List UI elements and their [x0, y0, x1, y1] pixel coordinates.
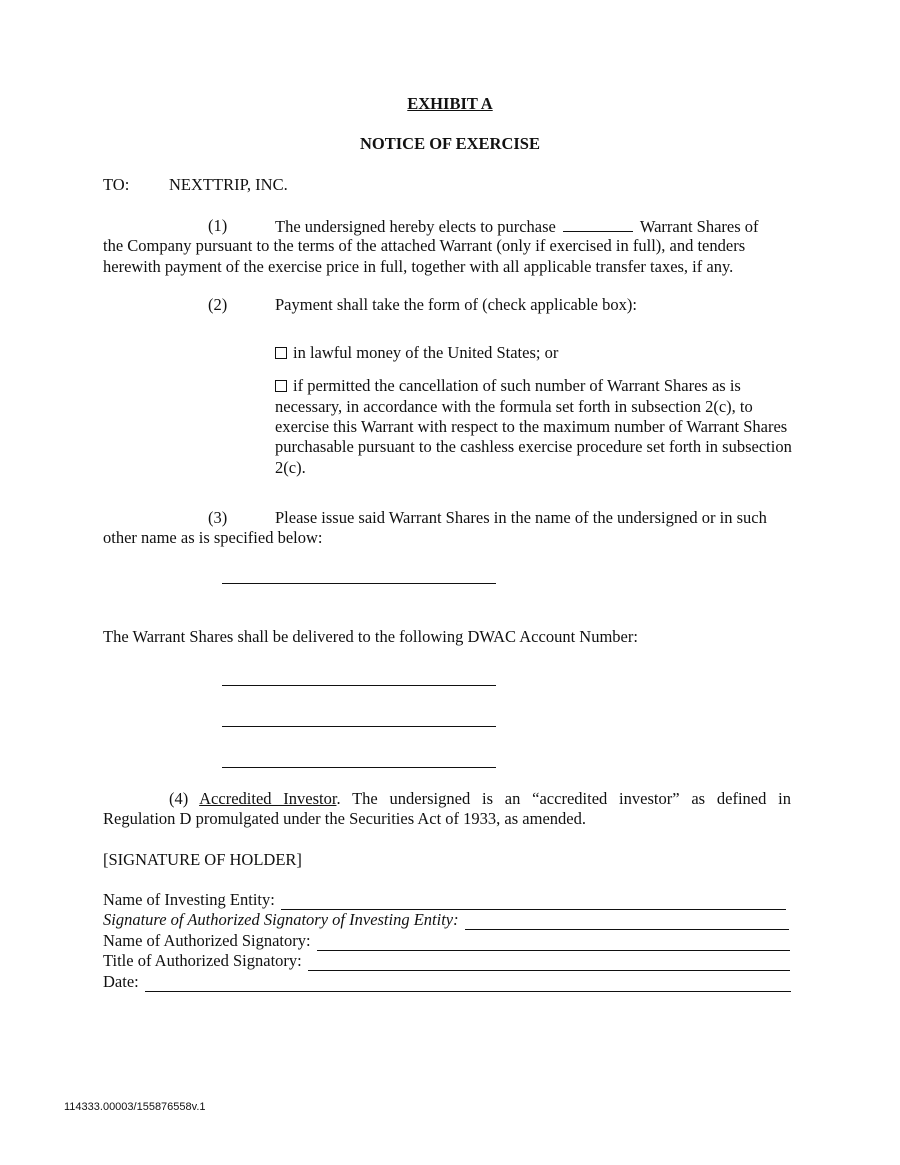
- field-signatory-name-label: Name of Authorized Signatory:: [103, 931, 311, 950]
- para2-text: Payment shall take the form of (check applicable box):: [275, 295, 637, 314]
- para1-number: (1): [208, 216, 228, 235]
- field-entity-name[interactable]: [103, 890, 786, 910]
- para3-line2: other name as is specified below:: [103, 528, 323, 547]
- field-date-label: Date:: [103, 972, 139, 991]
- para4-heading: Accredited Investor: [199, 789, 337, 808]
- field-signature[interactable]: [103, 910, 789, 930]
- exhibit-heading: EXHIBIT A: [407, 94, 493, 113]
- checkbox-cashless[interactable]: [275, 380, 287, 392]
- field-signatory-name[interactable]: [103, 931, 790, 951]
- option-cashless-line2: necessary, in accordance with the formula set forth in subsection 2(c), to: [275, 397, 753, 416]
- para1-line1: [275, 216, 759, 237]
- field-signatory-title-label: Title of Authorized Signatory:: [103, 951, 302, 970]
- para1-line3: herewith payment of the exercise price in full, together with all applicable transfer taxes, if any.: [103, 257, 734, 276]
- checkbox-cash[interactable]: [275, 347, 287, 359]
- warrant-shares-quantity-blank[interactable]: [563, 216, 633, 232]
- dwac-line-1[interactable]: [222, 685, 496, 686]
- field-signatory-title[interactable]: [103, 951, 790, 971]
- para4-line1: [103, 789, 791, 809]
- to-label: TO:: [103, 175, 130, 194]
- para4-line2: Regulation D promulgated under the Securities Act of 1933, as amended.: [103, 809, 586, 828]
- field-signatory-name-line[interactable]: [317, 935, 790, 951]
- para4-number: (4): [169, 789, 189, 808]
- page-title: NOTICE OF EXERCISE: [359, 134, 540, 153]
- field-date[interactable]: [103, 972, 791, 992]
- option-cash-label: in lawful money of the United States; or: [293, 343, 559, 362]
- dwac-line-2[interactable]: [222, 726, 496, 727]
- field-entity-name-line[interactable]: [281, 894, 786, 910]
- para3-line1: Please issue said Warrant Shares in the name of the undersigned or in such: [275, 508, 767, 527]
- para3-number: (3): [208, 508, 228, 527]
- para2-number: (2): [208, 295, 228, 314]
- dwac-line-3[interactable]: [222, 767, 496, 768]
- field-entity-name-label: Name of Investing Entity:: [103, 890, 275, 909]
- field-signatory-title-line[interactable]: [308, 955, 790, 971]
- para1-line2: the Company pursuant to the terms of the attached Warrant (only if exercised in full), and tenders: [103, 236, 746, 255]
- to-company: NEXTTRIP, INC.: [169, 175, 288, 194]
- issue-name-line[interactable]: [222, 583, 496, 584]
- para4-line1-text: . The undersigned is an “accredited investor” as defined in: [336, 789, 791, 808]
- option-cashless-line5: 2(c).: [275, 458, 306, 477]
- option-cashless-line3: exercise this Warrant with respect to the maximum number of Warrant Shares: [275, 417, 788, 436]
- option-cashless-line1: if permitted the cancellation of such number of Warrant Shares as is: [293, 376, 741, 395]
- dwac-text: The Warrant Shares shall be delivered to the following DWAC Account Number:: [103, 627, 638, 646]
- option-cashless-line4: purchasable pursuant to the cashless exercise procedure set forth in subsection: [275, 437, 792, 456]
- document-id: 114333.00003/155876558v.1: [64, 1101, 206, 1113]
- para1-line1-end: Warrant Shares of: [639, 217, 759, 236]
- para1-line1-start: The undersigned hereby elects to purchase: [275, 217, 556, 236]
- field-signature-line[interactable]: [465, 914, 789, 930]
- field-signature-label: Signature of Authorized Signatory of Investing Entity:: [103, 910, 459, 929]
- payment-option-cash: [275, 343, 558, 363]
- signature-heading: [SIGNATURE OF HOLDER]: [103, 850, 302, 869]
- field-date-line[interactable]: [145, 976, 791, 992]
- payment-option-cashless: [275, 376, 741, 396]
